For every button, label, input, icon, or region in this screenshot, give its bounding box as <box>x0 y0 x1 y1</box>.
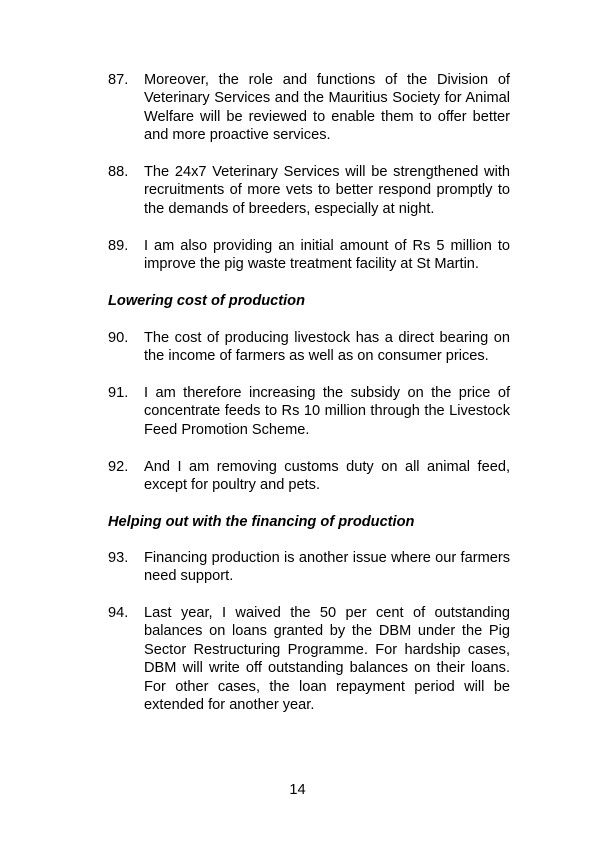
paragraph-number: 87. <box>108 72 129 88</box>
section-heading-lowering-cost: Lowering cost of production <box>108 293 306 309</box>
paragraph-text: And I am removing customs duty on all animal feed, except for poultry and pets. <box>144 459 510 494</box>
paragraph-number: 94. <box>108 605 129 621</box>
paragraph-93 <box>108 549 510 586</box>
paragraph-92 <box>108 458 510 495</box>
paragraph-number: 88. <box>108 164 129 180</box>
paragraph-text: Last year, I waived the 50 per cent of outstanding balances on loans granted by the DBM under the Pig Sector Restructuring Programme. For hardship cases, DBM will write off outstanding balances on their loans. For other cases, the loan repayment period will be extended for another year. <box>144 605 510 714</box>
page-number: 14 <box>289 782 306 798</box>
paragraph-90 <box>108 329 510 366</box>
paragraph-number: 90. <box>108 330 129 346</box>
section-heading-financing: Helping out with the financing of production <box>108 514 415 530</box>
paragraph-number: 91. <box>108 385 129 401</box>
paragraph-91 <box>108 384 510 439</box>
paragraph-text: Moreover, the role and functions of the Division of Veterinary Services and the Mauritius Society for Animal Welfare will be reviewed to enable them to offer better and more proactive services. <box>144 72 510 144</box>
paragraph-87 <box>108 71 510 145</box>
paragraph-text: I am also providing an initial amount of Rs 5 million to improve the pig waste treatment facility at St Martin. <box>144 238 510 273</box>
paragraph-number: 93. <box>108 550 129 566</box>
paragraph-94 <box>108 604 510 714</box>
paragraph-number: 89. <box>108 238 129 254</box>
paragraph-88 <box>108 163 510 218</box>
paragraph-number: 92. <box>108 459 129 475</box>
paragraph-89 <box>108 237 510 274</box>
paragraph-text: I am therefore increasing the subsidy on the price of concentrate feeds to Rs 10 million through the Livestock Feed Promotion Scheme. <box>144 385 510 438</box>
paragraph-text: Financing production is another issue where our farmers need support. <box>144 550 510 585</box>
paragraph-text: The 24x7 Veterinary Services will be strengthened with recruitments of more vets to better respond promptly to the demands of breeders, especially at night. <box>144 164 510 217</box>
paragraph-text: The cost of producing livestock has a direct bearing on the income of farmers as well as on consumer prices. <box>144 330 510 365</box>
